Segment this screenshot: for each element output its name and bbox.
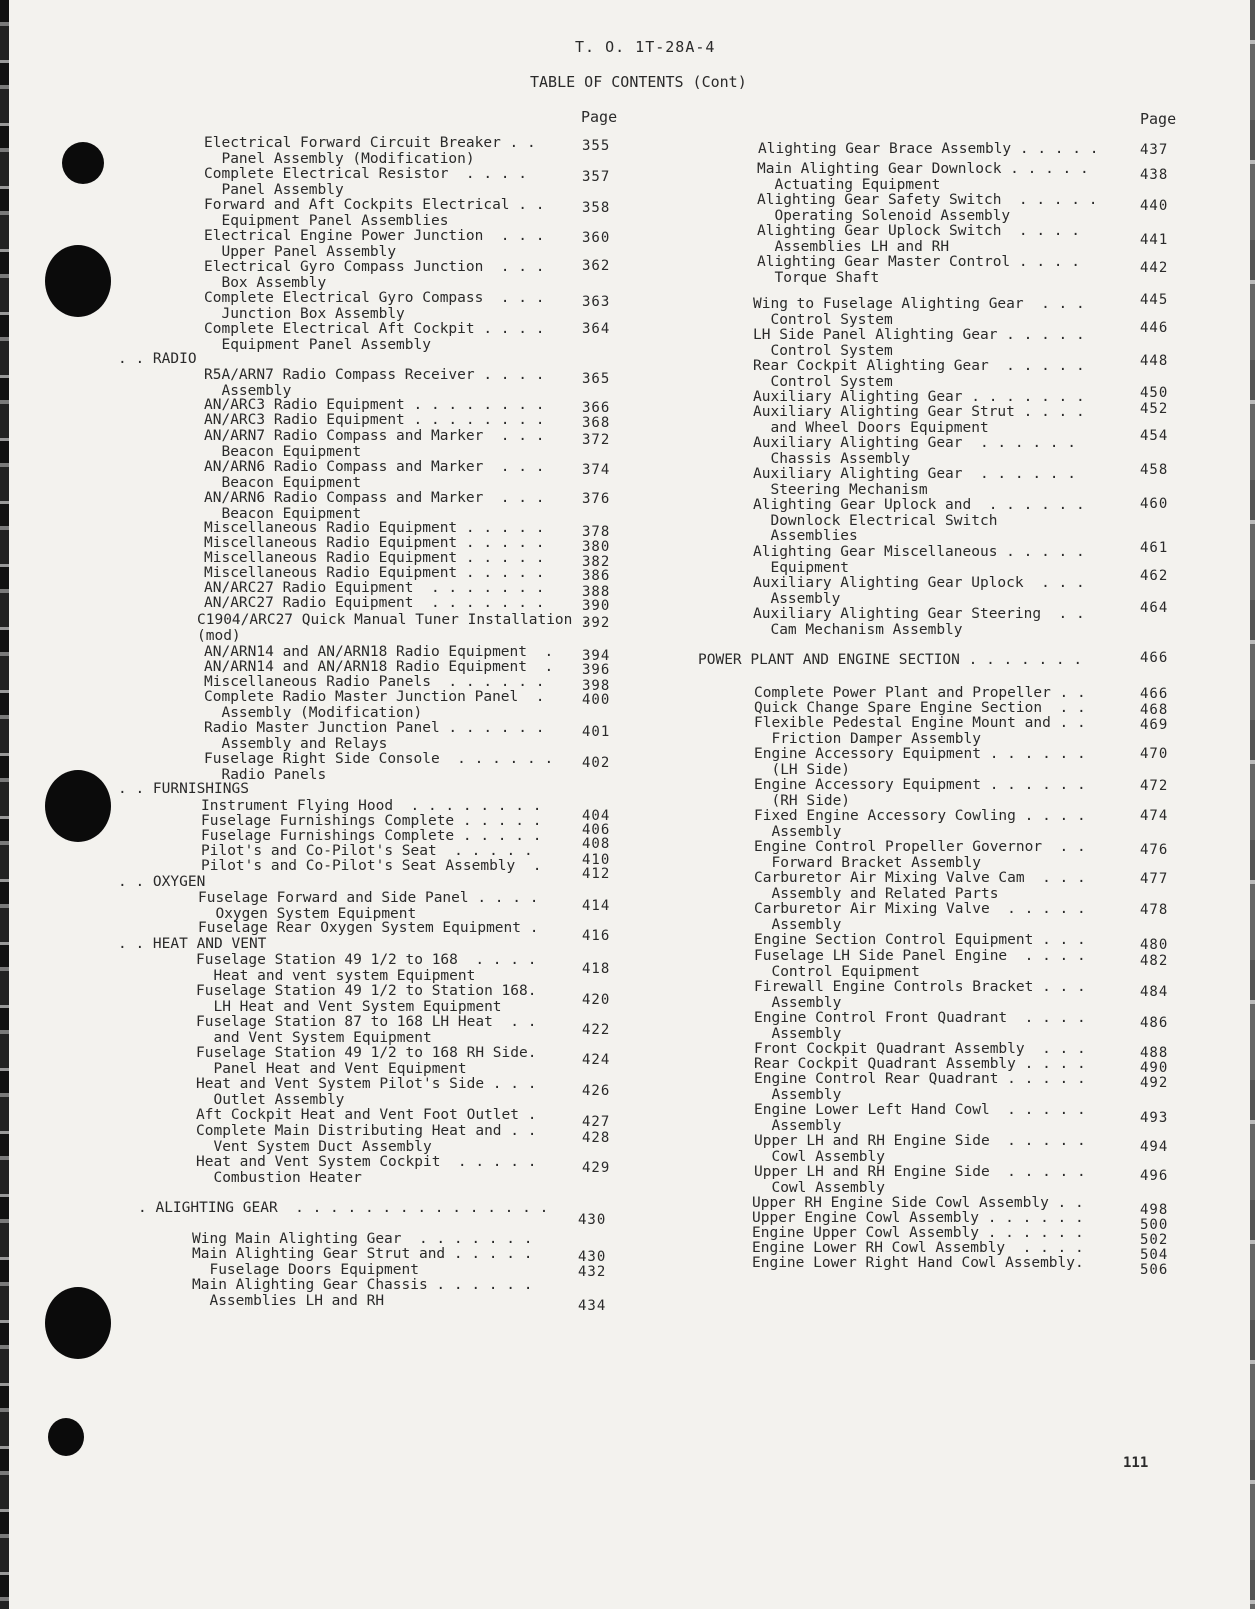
right-toc-entry-page: 484 bbox=[1140, 984, 1169, 1000]
left-toc-entry-page: 386 bbox=[582, 568, 611, 584]
left-toc-entry-page: 372 bbox=[582, 432, 611, 448]
right-toc-entry-title: Alighting Gear Uplock Switch . . . . Assemblies LH and RH bbox=[757, 223, 1081, 255]
right-toc-entry-title: Alighting Gear Brace Assembly . . . . . bbox=[758, 141, 1099, 157]
left-toc-entry-page: 358 bbox=[582, 200, 611, 216]
right-toc-entry-title: Engine Upper Cowl Assembly . . . . . . bbox=[752, 1225, 1084, 1241]
binder-hole bbox=[48, 1418, 84, 1456]
right-toc-entry-page: 464 bbox=[1140, 600, 1169, 616]
right-toc-entry-title: Engine Section Control Equipment . . . bbox=[754, 932, 1086, 948]
left-toc-entry-title: AN/ARN14 and AN/ARN18 Radio Equipment . bbox=[204, 659, 554, 675]
right-toc-entry-title: Upper LH and RH Engine Side . . . . . Cowl Assembly bbox=[754, 1164, 1086, 1196]
right-toc-entry-page: 461 bbox=[1140, 540, 1169, 556]
left-toc-entry-page: 408 bbox=[582, 836, 611, 852]
left-toc-entry-title: R5A/ARN7 Radio Compass Receiver . . . . Assembly bbox=[204, 367, 545, 399]
left-toc-entry-page: 364 bbox=[582, 321, 611, 337]
left-toc-entry-page: 398 bbox=[582, 678, 611, 694]
right-toc-entry-page: 448 bbox=[1140, 353, 1169, 369]
left-toc-entry-title: Miscellaneous Radio Equipment . . . . . bbox=[204, 535, 545, 551]
right-toc-entry-page: 474 bbox=[1140, 808, 1169, 824]
left-toc-entry-title: AN/ARN6 Radio Compass and Marker . . . Beacon Equipment bbox=[204, 459, 545, 491]
left-toc-entry-title: Pilot's and Co-Pilot's Seat . . . . . bbox=[201, 843, 533, 859]
left-toc-entry-page: 400 bbox=[582, 692, 611, 708]
right-toc-entry-page: 466 bbox=[1140, 650, 1169, 666]
page-number: 111 bbox=[1123, 1455, 1149, 1471]
left-toc-entry-title: Fuselage Forward and Side Panel . . . . Oxygen System Equipment bbox=[198, 890, 539, 922]
left-toc-entry-page: 428 bbox=[582, 1130, 611, 1146]
left-toc-entry-page: 365 bbox=[582, 371, 611, 387]
left-toc-entry-page: 374 bbox=[582, 462, 611, 478]
left-toc-entry-page: 394 bbox=[582, 648, 611, 664]
left-toc-entry-title: Electrical Engine Power Junction . . . Upper Panel Assembly bbox=[204, 228, 545, 260]
left-toc-entry-page: 412 bbox=[582, 866, 611, 882]
left-toc-entry-page: 420 bbox=[582, 992, 611, 1008]
left-toc-entry-title: AN/ARN14 and AN/ARN18 Radio Equipment . bbox=[204, 644, 554, 660]
left-toc-entry-page: 357 bbox=[582, 169, 611, 185]
right-toc-entry-page: 506 bbox=[1140, 1262, 1169, 1278]
left-toc-entry-page: 434 bbox=[578, 1298, 607, 1314]
right-toc-entry-title: Front Cockpit Quadrant Assembly . . . bbox=[754, 1041, 1086, 1057]
right-toc-entry-page: 504 bbox=[1140, 1247, 1169, 1263]
binder-hole bbox=[45, 770, 111, 842]
right-toc-entry-page: 493 bbox=[1140, 1110, 1169, 1126]
left-toc-entry-title: Complete Electrical Resistor . . . . Panel Assembly bbox=[204, 166, 528, 198]
right-toc-entry-title: Auxiliary Alighting Gear . . . . . . Steering Mechanism bbox=[753, 466, 1077, 498]
right-toc-entry-page: 492 bbox=[1140, 1075, 1169, 1091]
left-toc-entry-page: 390 bbox=[582, 598, 611, 614]
right-toc-entry-title: Auxiliary Alighting Gear . . . . . . Chassis Assembly bbox=[753, 435, 1077, 467]
left-toc-entry-page: 380 bbox=[582, 539, 611, 555]
left-toc-entry-title: Fuselage Furnishings Complete . . . . . bbox=[201, 813, 542, 829]
left-toc-entry-page: 430 bbox=[578, 1249, 607, 1265]
right-toc-entry-page: 476 bbox=[1140, 842, 1169, 858]
right-toc-entry-page: 438 bbox=[1140, 167, 1169, 183]
left-toc-entry-title: AN/ARC3 Radio Equipment . . . . . . . . bbox=[204, 412, 545, 428]
right-toc-entry-page: 442 bbox=[1140, 260, 1169, 276]
left-toc-entry-title: Electrical Gyro Compass Junction . . . Box Assembly bbox=[204, 259, 545, 291]
left-toc-entry-title: Fuselage Station 49 1/2 to Station 168. LH Heat and Vent System Equipment bbox=[196, 983, 537, 1015]
left-toc-entry-page: 424 bbox=[582, 1052, 611, 1068]
left-toc-entry-title: . . OXYGEN bbox=[118, 874, 206, 890]
document-code: T. O. 1T-28A-4 bbox=[575, 38, 716, 56]
scan-right-edge bbox=[1250, 0, 1255, 1609]
left-toc-entry-title: . ALIGHTING GEAR . . . . . . . . . . . . . . . bbox=[138, 1200, 549, 1216]
left-toc-entry-title: AN/ARN6 Radio Compass and Marker . . . Beacon Equipment bbox=[204, 490, 545, 522]
left-toc-entry-title: Miscellaneous Radio Equipment . . . . . bbox=[204, 565, 545, 581]
right-toc-entry-page: 445 bbox=[1140, 292, 1169, 308]
right-toc-entry-page: 452 bbox=[1140, 401, 1169, 417]
right-toc-entry-title: Engine Accessory Equipment . . . . . . (RH Side) bbox=[754, 777, 1086, 809]
right-toc-entry-page: 470 bbox=[1140, 746, 1169, 762]
left-toc-entry-page: 392 bbox=[582, 615, 611, 631]
right-toc-entry-title: Engine Control Propeller Governor . . Forward Bracket Assembly bbox=[754, 839, 1086, 871]
left-toc-entry-title: Radio Master Junction Panel . . . . . . Assembly and Relays bbox=[204, 720, 545, 752]
right-toc-entry-page: 486 bbox=[1140, 1015, 1169, 1031]
right-toc-entry-page: 500 bbox=[1140, 1217, 1169, 1233]
left-toc-entry-title: C1904/ARC27 Quick Manual Tuner Installation . (mod) bbox=[197, 612, 590, 644]
right-toc-entry-title: Engine Control Rear Quadrant . . . . . Assembly bbox=[754, 1071, 1086, 1103]
right-toc-entry-title: Auxiliary Alighting Gear Strut . . . . and Wheel Doors Equipment bbox=[753, 404, 1085, 436]
left-toc-entry-title: Fuselage Station 49 1/2 to 168 . . . . Heat and vent system Equipment bbox=[196, 952, 537, 984]
left-toc-entry-page: 382 bbox=[582, 554, 611, 570]
left-toc-entry-page: 429 bbox=[582, 1160, 611, 1176]
right-toc-entry-title: Auxiliary Alighting Gear Steering . . Cam Mechanism Assembly bbox=[753, 606, 1085, 638]
left-toc-entry-title: Complete Main Distributing Heat and . . Vent System Duct Assembly bbox=[196, 1123, 537, 1155]
left-toc-entry-title: Instrument Flying Hood . . . . . . . . bbox=[201, 798, 542, 814]
left-toc-entry-page: 416 bbox=[582, 928, 611, 944]
left-toc-entry-title: Aft Cockpit Heat and Vent Foot Outlet . bbox=[196, 1107, 537, 1123]
right-toc-entry-title: Engine Lower Right Hand Cowl Assembly. bbox=[752, 1255, 1084, 1271]
left-toc-entry-title: AN/ARC27 Radio Equipment . . . . . . . bbox=[204, 595, 545, 611]
right-toc-entry-page: 446 bbox=[1140, 320, 1169, 336]
right-toc-entry-page: 468 bbox=[1140, 702, 1169, 718]
right-toc-entry-title: Carburetor Air Mixing Valve . . . . . Assembly bbox=[754, 901, 1086, 933]
left-page-column-label: Page bbox=[581, 108, 618, 126]
binder-hole bbox=[62, 142, 104, 184]
left-toc-entry-page: 430 bbox=[578, 1212, 607, 1228]
left-toc-entry-title: Miscellaneous Radio Panels . . . . . . bbox=[204, 674, 545, 690]
left-toc-entry-title: Heat and Vent System Cockpit . . . . . Combustion Heater bbox=[196, 1154, 537, 1186]
left-toc-entry-page: 406 bbox=[582, 822, 611, 838]
right-toc-entry-title: Complete Power Plant and Propeller . . bbox=[754, 685, 1086, 701]
right-toc-entry-page: 472 bbox=[1140, 778, 1169, 794]
left-toc-entry-title: Complete Electrical Gyro Compass . . . Junction Box Assembly bbox=[204, 290, 545, 322]
right-toc-entry-title: Engine Lower RH Cowl Assembly . . . . bbox=[752, 1240, 1084, 1256]
left-toc-entry-title: Fuselage Right Side Console . . . . . . Radio Panels bbox=[204, 751, 554, 783]
left-toc-entry-title: Forward and Aft Cockpits Electrical . . Equipment Panel Assemblies bbox=[204, 197, 545, 229]
right-toc-entry-page: 437 bbox=[1140, 142, 1169, 158]
left-toc-entry-title: Electrical Forward Circuit Breaker . . Panel Assembly (Modification) bbox=[204, 135, 536, 167]
left-toc-entry-title: Wing Main Alighting Gear . . . . . . . bbox=[192, 1231, 533, 1247]
right-toc-entry-title: Alighting Gear Uplock and . . . . . . Downlock Electrical Switch Assemblies bbox=[753, 497, 1085, 544]
left-toc-entry-page: 414 bbox=[582, 898, 611, 914]
scan-left-edge bbox=[0, 0, 9, 1609]
right-toc-entry-page: 488 bbox=[1140, 1045, 1169, 1061]
right-toc-entry-title: Engine Lower Left Hand Cowl . . . . . Assembly bbox=[754, 1102, 1086, 1134]
left-toc-entry-page: 355 bbox=[582, 138, 611, 154]
right-toc-entry-page: 466 bbox=[1140, 686, 1169, 702]
left-toc-entry-title: Fuselage Station 87 to 168 LH Heat . . and Vent System Equipment bbox=[196, 1014, 537, 1046]
right-toc-entry-title: Flexible Pedestal Engine Mount and . . Friction Damper Assembly bbox=[754, 715, 1086, 747]
left-toc-entry-title: Complete Electrical Aft Cockpit . . . . Equipment Panel Assembly bbox=[204, 321, 545, 353]
right-toc-entry-title: Alighting Gear Safety Switch . . . . . Operating Solenoid Assembly bbox=[757, 192, 1098, 224]
right-toc-entry-page: 496 bbox=[1140, 1168, 1169, 1184]
right-toc-entry-title: Carburetor Air Mixing Valve Cam . . . Assembly and Related Parts bbox=[754, 870, 1086, 902]
right-toc-entry-page: 502 bbox=[1140, 1232, 1169, 1248]
right-toc-entry-page: 460 bbox=[1140, 496, 1169, 512]
left-toc-entry-page: 432 bbox=[578, 1264, 607, 1280]
left-toc-entry-page: 388 bbox=[582, 584, 611, 600]
right-toc-entry-page: 490 bbox=[1140, 1060, 1169, 1076]
left-toc-entry-page: 368 bbox=[582, 415, 611, 431]
left-toc-entry-page: 402 bbox=[582, 755, 611, 771]
right-toc-entry-page: 454 bbox=[1140, 428, 1169, 444]
left-toc-entry-page: 378 bbox=[582, 524, 611, 540]
left-toc-entry-page: 410 bbox=[582, 852, 611, 868]
left-toc-entry-title: Fuselage Station 49 1/2 to 168 RH Side. Panel Heat and Vent Equipment bbox=[196, 1045, 537, 1077]
right-toc-entry-page: 478 bbox=[1140, 902, 1169, 918]
left-toc-entry-page: 401 bbox=[582, 724, 611, 740]
page-title: TABLE OF CONTENTS (Cont) bbox=[530, 73, 747, 91]
left-toc-entry-page: 360 bbox=[582, 230, 611, 246]
left-toc-entry-title: Heat and Vent System Pilot's Side . . . Outlet Assembly bbox=[196, 1076, 537, 1108]
right-toc-entry-title: Rear Cockpit Quadrant Assembly . . . . bbox=[754, 1056, 1086, 1072]
left-toc-entry-page: 376 bbox=[582, 491, 611, 507]
right-toc-entry-title: POWER PLANT AND ENGINE SECTION . . . . . . . bbox=[698, 652, 1083, 668]
left-toc-entry-page: 418 bbox=[582, 961, 611, 977]
right-toc-entry-title: Upper LH and RH Engine Side . . . . . Cowl Assembly bbox=[754, 1133, 1086, 1165]
right-toc-entry-title: Upper RH Engine Side Cowl Assembly . . bbox=[752, 1195, 1084, 1211]
left-toc-entry-title: AN/ARN7 Radio Compass and Marker . . . Beacon Equipment bbox=[204, 428, 545, 460]
left-toc-entry-page: 427 bbox=[582, 1114, 611, 1130]
right-toc-entry-title: Quick Change Spare Engine Section . . bbox=[754, 700, 1086, 716]
left-toc-entry-title: Complete Radio Master Junction Panel . Assembly (Modification) bbox=[204, 689, 545, 721]
left-toc-entry-title: Pilot's and Co-Pilot's Seat Assembly . bbox=[201, 858, 542, 874]
right-toc-entry-page: 469 bbox=[1140, 717, 1169, 733]
left-toc-entry-title: AN/ARC3 Radio Equipment . . . . . . . . bbox=[204, 397, 545, 413]
binder-hole bbox=[45, 1287, 111, 1359]
left-toc-entry-title: Main Alighting Gear Strut and . . . . . Fuselage Doors Equipment bbox=[192, 1246, 533, 1278]
right-toc-entry-title: Auxiliary Alighting Gear . . . . . . . bbox=[753, 389, 1085, 405]
left-toc-entry-page: 404 bbox=[582, 808, 611, 824]
right-toc-entry-title: Firewall Engine Controls Bracket . . . Assembly bbox=[754, 979, 1086, 1011]
right-toc-entry-page: 458 bbox=[1140, 462, 1169, 478]
right-toc-entry-title: LH Side Panel Alighting Gear . . . . . Control System bbox=[753, 327, 1085, 359]
right-toc-entry-title: Alighting Gear Miscellaneous . . . . . Equipment bbox=[753, 544, 1085, 576]
right-page-column-label: Page bbox=[1140, 110, 1177, 128]
left-toc-entry-title: . . FURNISHINGS bbox=[118, 781, 249, 797]
left-toc-entry-title: . . HEAT AND VENT bbox=[118, 936, 267, 952]
right-toc-entry-page: 494 bbox=[1140, 1139, 1169, 1155]
right-toc-entry-title: Engine Control Front Quadrant . . . . Assembly bbox=[754, 1010, 1086, 1042]
right-toc-entry-title: Rear Cockpit Alighting Gear . . . . . Control System bbox=[753, 358, 1085, 390]
left-toc-entry-title: Miscellaneous Radio Equipment . . . . . bbox=[204, 550, 545, 566]
left-toc-entry-title: Fuselage Rear Oxygen System Equipment . bbox=[198, 920, 539, 936]
right-toc-entry-title: Fuselage LH Side Panel Engine . . . . Control Equipment bbox=[754, 948, 1086, 980]
left-toc-entry-page: 396 bbox=[582, 662, 611, 678]
right-toc-entry-page: 498 bbox=[1140, 1202, 1169, 1218]
right-toc-entry-page: 482 bbox=[1140, 953, 1169, 969]
right-toc-entry-title: Upper Engine Cowl Assembly . . . . . . bbox=[752, 1210, 1084, 1226]
binder-hole bbox=[45, 245, 111, 317]
right-toc-entry-page: 462 bbox=[1140, 568, 1169, 584]
left-toc-entry-page: 362 bbox=[582, 258, 611, 274]
right-toc-entry-page: 450 bbox=[1140, 385, 1169, 401]
left-toc-entry-page: 422 bbox=[582, 1022, 611, 1038]
left-toc-entry-page: 426 bbox=[582, 1083, 611, 1099]
left-toc-entry-title: AN/ARC27 Radio Equipment . . . . . . . bbox=[204, 580, 545, 596]
right-toc-entry-title: Main Alighting Gear Downlock . . . . . Actuating Equipment bbox=[757, 161, 1089, 193]
left-toc-entry-title: Miscellaneous Radio Equipment . . . . . bbox=[204, 520, 545, 536]
right-toc-entry-page: 440 bbox=[1140, 198, 1169, 214]
left-toc-entry-page: 366 bbox=[582, 400, 611, 416]
left-toc-entry-title: Main Alighting Gear Chassis . . . . . . Assemblies LH and RH bbox=[192, 1277, 533, 1309]
right-toc-entry-page: 480 bbox=[1140, 937, 1169, 953]
right-toc-entry-page: 477 bbox=[1140, 871, 1169, 887]
right-toc-entry-title: Auxiliary Alighting Gear Uplock . . . Assembly bbox=[753, 575, 1085, 607]
left-toc-entry-page: 363 bbox=[582, 294, 611, 310]
left-toc-entry-title: Fuselage Furnishings Complete . . . . . bbox=[201, 828, 542, 844]
right-toc-entry-title: Fixed Engine Accessory Cowling . . . . Assembly bbox=[754, 808, 1086, 840]
right-toc-entry-title: Wing to Fuselage Alighting Gear . . . Control System bbox=[753, 296, 1085, 328]
right-toc-entry-title: Alighting Gear Master Control . . . . Torque Shaft bbox=[757, 254, 1081, 286]
right-toc-entry-title: Engine Accessory Equipment . . . . . . (LH Side) bbox=[754, 746, 1086, 778]
left-toc-entry-title: . . RADIO bbox=[118, 351, 197, 367]
right-toc-entry-page: 441 bbox=[1140, 232, 1169, 248]
